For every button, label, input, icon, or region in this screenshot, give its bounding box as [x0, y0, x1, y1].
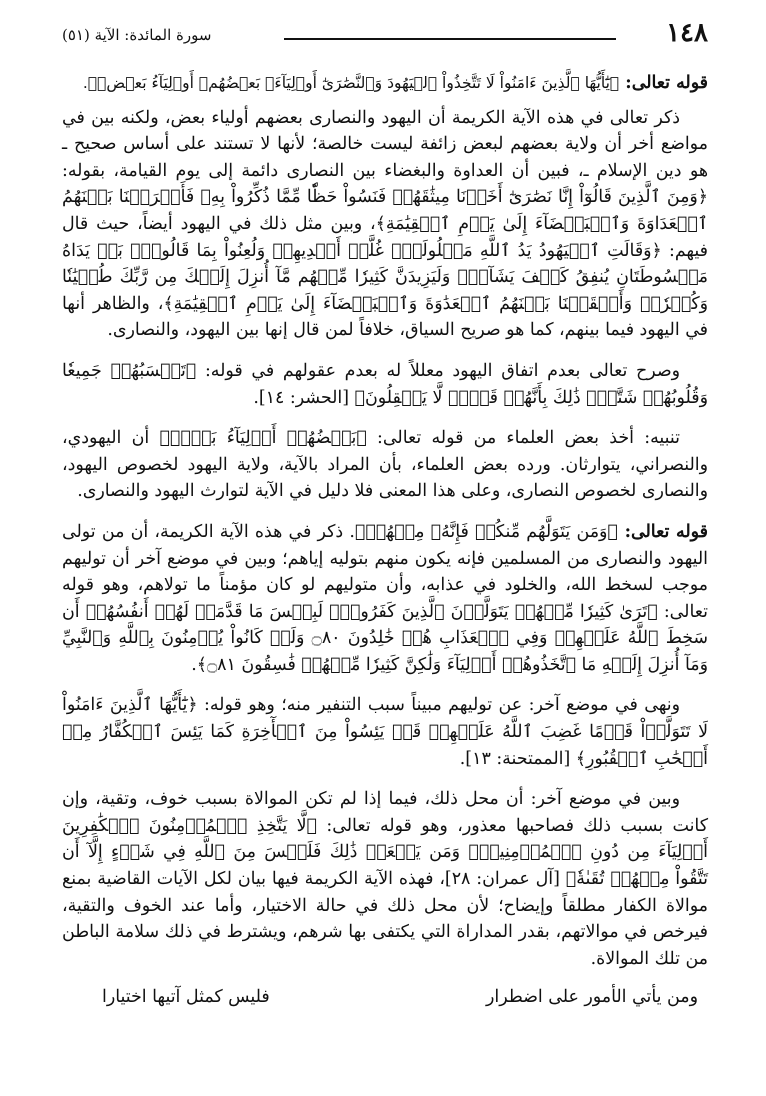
poetry-verse: [62, 984, 708, 1011]
paragraph-exception: [62, 786, 708, 972]
paragraph-text: ونهى في موضع آخر: عن توليهم مبيناً سبب التنفير منه؛ وهو قوله: ﴿يَٰٓأَيُّهَا ٱلَّذِينَ ءَامَنُواْ لَا تَتَوَلَّوۡاْ قَوۡمًا غَضِبَ ٱللَّهُ عَلَيۡهِمۡ قَدۡ يَئِسُواْ مِنَ ٱلۡأٓخِرَةِ كَمَا يَئِسَ ٱلۡكُفَّارُ مِنۡ أَصۡحَٰبِ ٱلۡقُبُورِ﴾ [الممتحنة: ١٣].: [62, 695, 708, 769]
running-title: سورة المائدة: الآية (٥١): [62, 26, 212, 44]
paragraph-note-inheritance: [62, 425, 708, 505]
paragraph-label: قوله تعالى:: [617, 521, 708, 542]
paragraph-allegiance: [62, 519, 708, 679]
paragraph-text: تنبيه: أخذ بعض العلماء من قوله تعالى: ﴿بَعۡضُهُمۡ أَوۡلِيَآءُ بَعۡضٖ﴾ أن اليهودي، والنصراني، يتوارثان. ورده بعض العلماء، بأن المراد بالآية، ولاية اليهود لخصوص اليهود، والنصارى لخصوص النصارى، وعلى هذا المعنى فلا دليل في الآية لتوارث اليهود والنصارى.: [62, 428, 708, 502]
paragraph-text: ذكر تعالى في هذه الآية الكريمة أن اليهود والنصارى بعضهم أولياء بعض، ولكنه بين في مواضع أخر أن ولاية بعضهم لبعض زائفة ليست خالصة؛ لأنها لا تستند على أساس صحيح ـ هو دين الإسلام ـ، فبين أن العداوة والبغضاء بين النصارى دائمة إلى يوم القيامة، بقوله: ﴿وَمِنَ ٱلَّذِينَ قَالُوٓاْ إِنَّا نَصَٰرَىٰٓ أَخَذۡنَا مِيثَٰقَهُمۡ فَنَسُواْ حَظّٗا مِّمَّا ذُكِّرُواْ بِهِۦ فَأَغۡرَيۡنَا بَيۡنَهُمُ ٱلۡعَدَاوَةَ وَٱلۡبَغۡضَآءَ إِلَىٰ يَوۡمِ ٱلۡقِيَٰمَةِ﴾، وبين مثل ذلك في اليهود أيضاً، حيث قال فيهم: ﴿وَقَالَتِ ٱلۡيَهُودُ يَدُ ٱللَّهِ مَغۡلُولَةٌۚ غُلَّتۡ أَيۡدِيهِمۡ وَلُعِنُواْ بِمَا قَالُواْۘ بَلۡ يَدَاهُ مَبۡسُوطَتَانِ يُنفِقُ كَيۡفَ يَشَآءُۚ وَلَيَزِيدَنَّ كَثِيرٗا مِّنۡهُم مَّآ أُنزِلَ إِلَيۡكَ مِن رَّبِّكَ طُغۡيَٰنٗا وَكُفۡرٗاۚ وَأَلۡقَيۡنَا بَيۡنَهُمُ ٱلۡعَدَٰوَةَ وَٱلۡبَغۡضَآءَ إِلَىٰ يَوۡمِ ٱلۡقِيَٰمَةِ﴾، والظاهر أنها في اليهود فيما بينهم، كما هو صريح السياق، خلافاً لمن قال إنها بين اليهود، والنصارى.: [62, 107, 708, 341]
paragraph-text: وصرح تعالى بعدم اتفاق اليهود معللاً له بعدم عقولهم في قوله: ﴿تَحۡسَبُهُمۡ جَمِيعٗا وَقُلُوبُهُمۡ شَتَّىٰۚ ذَٰلِكَ بِأَنَّهُمۡ قَوۡمٞ لَّا يَعۡقِلُونَ﴾ [الحشر: ١٤].: [62, 360, 708, 408]
verse-hemistich-first: ومن يأتي الأمور على اضطرار: [486, 987, 698, 1008]
paragraph-text: ﴿وَمَن يَتَوَلَّهُم مِّنكُمۡ فَإِنَّهُۥ مِنۡهُمۡ﴾. ذكر في هذه الآية الكريمة، أن من تولى اليهود والنصارى من المسلمين فإنه يكون منهم بتوليه إياهم؛ وبين في موضع آخر أن توليهم موجب لسخط الله، والخلود في عذابه، وأن متوليهم لو كان مؤمناً ما تولاهم، وهو قوله تعالى: ﴿تَرَىٰ كَثِيرٗا مِّنۡهُمۡ يَتَوَلَّوۡنَ ٱلَّذِينَ كَفَرُواْۚ لَبِئۡسَ مَا قَدَّمَتۡ لَهُمۡ أَنفُسُهُمۡ أَن سَخِطَ ٱللَّهُ عَلَيۡهِمۡ وَفِي ٱلۡعَذَابِ هُمۡ خَٰلِدُونَ ۝٨٠ وَلَوۡ كَانُواْ يُؤۡمِنُونَ بِٱللَّهِ وَٱلنَّبِيِّ وَمَآ أُنزِلَ إِلَيۡهِ مَا ٱتَّخَذُوهُمۡ أَوۡلِيَآءَ وَلَٰكِنَّ كَثِيرٗا مِّنۡهُمۡ فَٰسِقُونَ ۝٨١﴾.: [62, 521, 708, 675]
page-body: [62, 70, 708, 1011]
page-header: [62, 18, 708, 52]
paragraph-prohibition: [62, 692, 708, 772]
paragraph-disunity: [62, 358, 708, 411]
paragraph-enmity: [62, 105, 708, 344]
paragraph-text: ﴿يَٰٓأَيُّهَا ٱلَّذِينَ ءَامَنُواْ لَا تَتَّخِذُواْ ٱلۡيَهُودَ وَٱلنَّصَٰرَىٰٓ أَوۡلِيَآءَۘ بَعۡضُهُمۡ أَوۡلِيَآءُ بَعۡضٖ﴾.: [82, 74, 620, 92]
paragraph-verse-51: [62, 70, 708, 97]
paragraph-text: وبين في موضع آخر: أن محل ذلك، فيما إذا لم تكن الموالاة بسبب خوف، وتقية، وإن كانت بسبب ذلك فصاحبها معذور، وهو قوله تعالى: ﴿لَّا يَتَّخِذِ ٱلۡمُؤۡمِنُونَ ٱلۡكَٰفِرِينَ أَوۡلِيَآءَ مِن دُونِ ٱلۡمُؤۡمِنِينَۖ وَمَن يَفۡعَلۡ ذَٰلِكَ فَلَيۡسَ مِنَ ٱللَّهِ فِي شَيۡءٍ إِلَّآ أَن تَتَّقُواْ مِنۡهُمۡ تُقَىٰةٗ﴾ [آل عمران: ٢٨]، فهذه الآية الكريمة فيها بيان لكل الآيات القاضية بمنع موالاة الكفار مطلقاً وإيضاح؛ لأن محل ذلك في حالة الاختيار، وأما عند الخوف والتقية، فيرخص في موالاتهم، بقدر المداراة التي يكتفى بها شرهم، ويشترط في ذلك سلامة الباطن من تلك الموالاة.: [62, 789, 708, 969]
verse-hemistich-second: فليس كمثل آتيها اختيارا: [102, 987, 270, 1008]
header-rule: [284, 38, 616, 40]
page-number: ١٤٨: [666, 18, 708, 48]
paragraph-label: قوله تعالى:: [619, 73, 708, 93]
